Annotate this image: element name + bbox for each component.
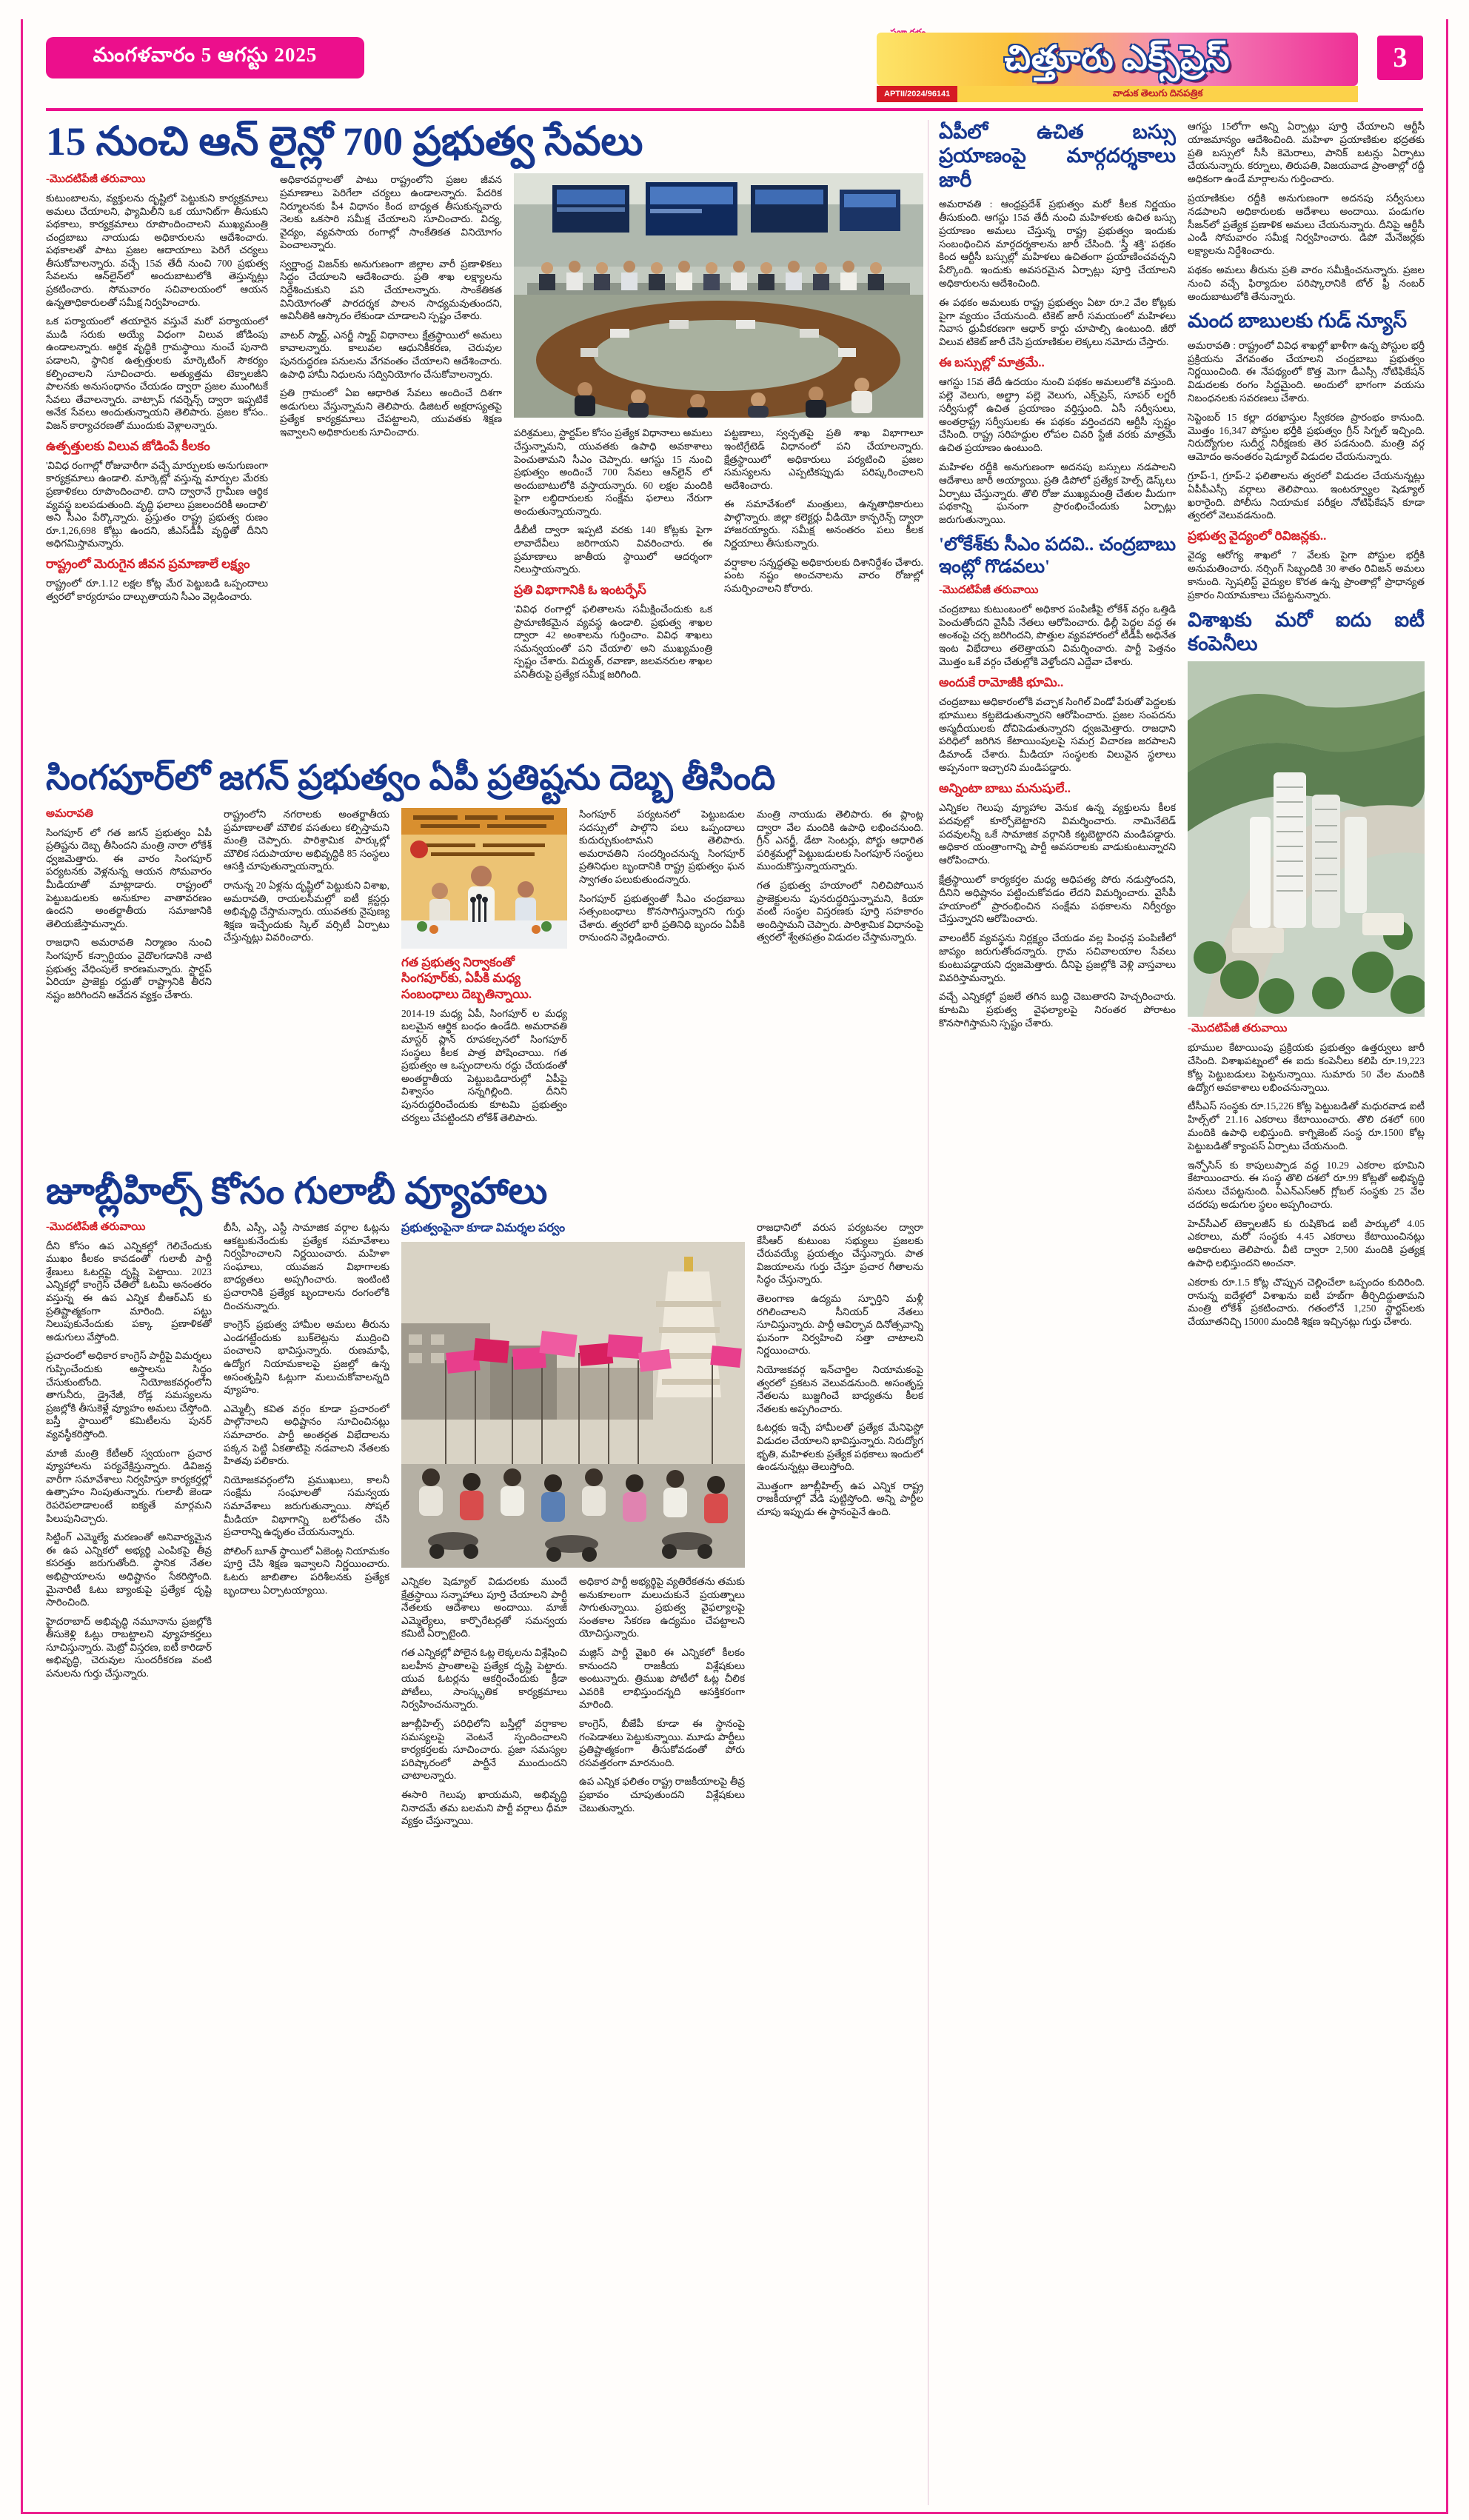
article2-col4 bbox=[579, 808, 745, 1156]
body-paragraph: డీబీటీ ద్వారా ఇప్పటి వరకు 140 కోట్లకు పైగా లావాదేవీలు జరిగాయని వివరించారు. ఈ ప్రమాణాలు జాతీయ స్థాయిలో ఆదర్శంగా నిలుస్తాయన్నారు. bbox=[514, 524, 712, 575]
body-paragraph: స్వర్ణాంధ్ర విజన్‌కు అనుగుణంగా జిల్లాల వారీ ప్రణాళికలు సిద్ధం చేయాలని ఆదేశించారు. ప్రతి శాఖ లక్ష్యాలను నిర్దేశించుకుని పని చేయాలన్నారు. సాంకేతికత వినియోగంతో పారదర్శక పాలన సాధ్యమవుతుందని, అవినీతికి ఆస్కారం లేకుండా చూడాలని స్పష్టం చేశారు. bbox=[280, 258, 502, 322]
body-paragraph: హెచ్‌సీఎల్ టెక్నాలజీస్ కు రుషికొండ ఐటీ పార్కులో 4.05 ఎకరాలు, మరో సంస్థకు 4.45 ఎకరాలు కేటాయించినట్లు అధికారులు తెలిపారు. వీటి ద్వారా 2,500 మందికి ప్రత్యక్ష ఉపాధి లభిస్తుందని అంచనా. bbox=[1188, 1217, 1425, 1269]
body-paragraph: 2014-19 మధ్య ఏపీ, సింగపూర్ ల మధ్య బలమైన ఆర్థిక బంధం ఉండేది. అమరావతి మాస్టర్ ప్లాన్ రూపకల్పనలో సింగపూర్ సంస్థలు కీలక పాత్ర పోషించాయి. గత ప్రభుత్వం ఆ ఒప్పందాలను రద్దు చేయడంతో అంతర్జాతీయ పెట్టుబడిదారుల్లో ఏపీపై విశ్వాసం సన్నగిల్లింది. దీనిని పునరుద్ధరించేందుకు కూటమి ప్రభుత్వం చర్యలు చేపట్టిందని లోకేశ్ తెలిపారు. bbox=[401, 1007, 567, 1123]
body-paragraph: రానున్న 20 ఏళ్లను దృష్టిలో పెట్టుకుని విశాఖ, అమరావతి, రాయలసీమల్లో ఐటీ క్లస్టర్లు అభివృద్ధి చేస్తామన్నారు. యువతకు నైపుణ్య శిక్షణ ఇచ్చేందుకు స్కిల్ వర్సిటీ ఏర్పాటు చేస్తున్నట్లు వివరించారు. bbox=[224, 880, 389, 943]
vizag-aerial-photo bbox=[1188, 661, 1425, 1017]
vizag-article-headline: విశాఖకు మరో ఐదు ఐటీ కంపెనీలు bbox=[1188, 608, 1425, 655]
sidebar-col2 bbox=[1188, 120, 1425, 2508]
body-paragraph: ఎమ్మెల్సీ కవిత వర్గం కూడా ప్రచారంలో పాల్గొనాలని అధిష్టానం సూచించినట్లు సమాచారం. పార్టీ అంతర్గత విభేదాలను పక్కన పెట్టి ఏకతాటిపై నడవాలని నేతలకు హితవు పలికారు. bbox=[224, 1403, 389, 1467]
sidebar-col1 bbox=[939, 120, 1176, 2508]
body-paragraph: కాంగ్రెస్, బీజేపీ కూడా ఈ స్థానంపై గంపెడాశలు పెట్టుకున్నాయి. మూడు పార్టీలు ప్రతిష్టాత్మకంగా తీసుకోవడంతో పోరు రసవత్తరంగా మారనుంది. bbox=[579, 1718, 745, 1768]
body-paragraph: చంద్రబాబు అధికారంలోకి వచ్చాక సింగిల్ విండో పేరుతో పెద్దలకు భూములు కట్టబెడుతున్నారని ఆరోపించారు. ప్రజల సంపదను అస్మదీయులకు దోచిపెడుతున్నారని ధ్వజమెత్తారు. రాజధాని పరిధిలో జరిగిన కేటాయింపులపై సమగ్ర విచారణ జరపాలని డిమాండ్ చేశారు. మీడియా సంస్థలకు విలువైన స్థలాలు అప్పనంగా ఇచ్చారని మండిపడ్డారు. bbox=[939, 695, 1176, 773]
page-border-bottom bbox=[21, 2512, 1448, 2514]
lokesh-subhead-1: అందుకే రామోజీకి భూమి.. bbox=[939, 675, 1064, 689]
lokesh-article-headline: 'లోకేశ్‌కు సీఎం పదవి.. చంద్రబాబు ఇంట్లో గొడవలు' bbox=[939, 534, 1176, 577]
body-paragraph: అమరావతి : రాష్ట్రంలో వివిధ శాఖల్లో ఖాళీగా ఉన్న పోస్టుల భర్తీ ప్రక్రియను వేగవంతం చేయాలని చంద్రబాబు ప్రభుత్వం నిర్ణయించింది. ఈ నేపథ్యంలో కొత్త మెగా డీఎస్సీ నోటిఫికేషన్ విడుదలకు రంగం సిద్ధమైంది. అందులో భాగంగా వయసు నిబంధనలకు సవరణలు చేశారు. bbox=[1188, 339, 1425, 404]
body-paragraph: రాజధానిలో వరుస పర్యటనల ద్వారా కేసీఆర్ కుటుంబ సభ్యులు ప్రజలకు చేరువయ్యే ప్రయత్నం చేస్తున్నారు. పాత విజయాలను గుర్తు చేస్తూ ప్రచార గీతాలను సిద్ధం చేస్తున్నారు. bbox=[757, 1222, 923, 1286]
body-paragraph: హైదరాబాద్ అభివృద్ధి నమూనాను ప్రజల్లోకి తీసుకెళ్లి ఓట్లు రాబట్టాలని వ్యూహకర్తలు సూచిస్తున్నారు. మెట్రో విస్తరణ, ఐటీ కారిడార్ అభివృద్ధి, చెరువుల సుందరీకరణ వంటి పనులను గుర్తు చేస్తున్నారు. bbox=[46, 1615, 212, 1680]
press-conference-photo bbox=[401, 808, 567, 949]
article3-col3 bbox=[401, 1575, 567, 2464]
body-paragraph: చంద్రబాబు కుటుంబంలో అధికార పంపిణీపై లోకేశ్ వర్గం ఒత్తిడి పెంచుతోందని వైసీపీ నేతలు ఆరోపించారు. ఢిల్లీ పెద్దల వద్ద ఈ అంశంపై చర్చ జరిగిందని, పొత్తుల వ్యవహారంలో టీడీపీ అధినేత ఇంట విభేదాలు తలెత్తాయని విమర్శించారు. పార్టీ పెత్తనం మొత్తం ఒకే వర్గం చేతుల్లోకి వెళ్తోందని ఎద్దేవా చేశారు. bbox=[939, 603, 1176, 667]
article2-red-subhead: గత ప్రభుత్వ నిర్వాకంతో సింగపూర్‌కు, ఏపీకి మధ్య సంబంధాలు దెబ్బతిన్నాయి. bbox=[401, 955, 532, 1001]
article3-col1 bbox=[46, 1221, 212, 2473]
body-paragraph: అధికారవర్గాలతో పాటు రాష్ట్రంలోని ప్రజల జీవన ప్రమాణాలు పెరిగేలా చర్యలు ఉండాలన్నారు. పేదరిక నిర్మూలనకు పీ4 విధానం కింద బాధ్యత తీసుకున్నవారు నెలకు ఒకసారి సమీక్ష చేయాలని సూచించారు. విద్య, వైద్యం, వ్యవసాయ రంగాల్లో సాంకేతికత వినియోగం పెంచాలన్నారు. bbox=[280, 174, 502, 251]
body-paragraph: పట్టణాలు, స్వచ్ఛతపై ప్రతి శాఖ విభాగాలూ ఇంటిగ్రేటెడ్ విధానంలో పని చేయాలన్నారు. క్షేత్రస్థాయిలో అధికారులు పర్యటించి ప్రజల సమస్యలను ఎప్పటికప్పుడు పరిష్కరించాలని ఆదేశించారు. bbox=[724, 427, 923, 491]
body-paragraph: ప్రయాణికుల రద్దీకి అనుగుణంగా అదనపు సర్వీసులు నడపాలని అధికారులకు ఆదేశాలు అందాయి. పండుగల సీజన్‌లో ప్రత్యేక ప్రణాళిక అమలు చేయనున్నారు. దీనిపై ఆర్టీసీ ఎండీ సోమవారం సమీక్ష నిర్వహించారు. డిపో మేనేజర్లకు లక్ష్యాలను నిర్దేశించారు. bbox=[1188, 192, 1425, 257]
body-paragraph: కాంగ్రెస్ ప్రభుత్వ హామీల అమలు తీరును ఎండగట్టేందుకు బుక్‌లెట్లను ముద్రించి పంచాలని భావిస్తున్నారు. రుణమాఫీ, ఉద్యోగ నియామకాలపై ప్రజల్లో ఉన్న అసంతృప్తిని ఓట్లుగా మలుచుకోవాలన్నది వ్యూహం. bbox=[224, 1319, 389, 1396]
body-paragraph: ఇన్ఫోసిస్ కు కాపులుప్పాడ వద్ద 10.29 ఎకరాల భూమిని కేటాయించారు. ఈ సంస్థ తొలి దశలో రూ.99 కోట్లతో అభివృద్ధి పనులు చేపట్టనుంది. ఏఎన్ఎస్ఆర్ గ్లోబల్ సంస్థకు 25 వేల చదరపు అడుగుల స్థలం అప్పగించారు. bbox=[1188, 1159, 1425, 1210]
body-paragraph: మజ్లిస్ పార్టీ వైఖరి ఈ ఎన్నికలో కీలకం కానుందని రాజకీయ విశ్లేషకులు అంటున్నారు. త్రిముఖ పోటీలో ఓట్ల చీలిక ఎవరికి లాభిస్తుందన్నది ఆసక్తికరంగా మారింది. bbox=[579, 1647, 745, 1711]
body-paragraph: వచ్చే ఎన్నికల్లో ప్రజలే తగిన బుద్ధి చెబుతారని హెచ్చరించారు. కూటమి ప్రభుత్వ వైఫల్యాలపై నిరంతర పోరాటం కొనసాగిస్తామని స్పష్టం చేశారు. bbox=[939, 991, 1176, 1029]
article1-headline: 15 నుంచి ఆన్ లైన్లో 700 ప్రభుత్వ సేవలు bbox=[46, 119, 643, 164]
date-banner: మంగళవారం 5 ఆగస్టు 2025 bbox=[46, 37, 364, 78]
article1-subhead-3: ప్రతి విభాగానికి ఓ ఇంటర్ఫేస్ bbox=[514, 582, 646, 597]
article3-dateline: -మొదటిపేజీ తరువాయి bbox=[46, 1221, 146, 1234]
article1-col3 bbox=[514, 427, 712, 743]
body-paragraph: క్షేత్రస్థాయిలో కార్యకర్తల మధ్య ఆధిపత్య పోరు నడుస్తోందని, దీనిని అధిష్టానం పట్టించుకోవడం లేదని విమర్శించారు. వైసీపీ హయాంలో ప్రారంభించిన సంక్షేమ పథకాలను నిర్వీర్యం చేస్తున్నారని ఆరోపించారు. bbox=[939, 874, 1176, 925]
lokesh-subhead-2: అన్నింటా బాబు మనుషులే.. bbox=[939, 781, 1071, 795]
body-paragraph: గత ప్రభుత్వ హయాంలో నిలిచిపోయిన ప్రాజెక్టులను పునరుద్ధరిస్తున్నామని, కియా వంటి సంస్థల విస్తరణకు పూర్తి సహకారం అందిస్తామని చెప్పారు. పారిశ్రామిక విధానంపై త్వరలో శ్వేతపత్రం విడుదల చేస్తామన్నారు. bbox=[757, 880, 923, 943]
article-online-services bbox=[46, 120, 923, 745]
masthead-title: చిత్తూరు ఎక్స్‌ప్రెస్ bbox=[1004, 39, 1231, 77]
body-paragraph: ఎకరాకు రూ.1.5 కోట్ల చొప్పున చెల్లించేలా ఒప్పందం కుదిరింది. రానున్న ఐదేళ్లలో విశాఖను ఐటీ హబ్‌గా తీర్చిదిద్దుతామని మంత్రి లోకేశ్ ప్రకటించారు. గతంలోనే 1,250 స్టార్టప్‌లకు చేయూతనిచ్చి 15000 మందికి శిక్షణ ఇచ్చినట్లు గుర్తు చేశారు. bbox=[1188, 1276, 1425, 1328]
article3-col5 bbox=[757, 1221, 923, 2473]
body-paragraph: తెలంగాణ ఉద్యమ స్ఫూర్తిని మళ్లీ రగిలించాలని సీనియర్ నేతలు సూచిస్తున్నారు. పార్టీ ఆవిర్భావ దినోత్సవాన్ని ఘనంగా నిర్వహించి సత్తా చాటాలని నిర్ణయించారు. bbox=[757, 1293, 923, 1357]
article3-kicker: ప్రభుత్వంపైనా కూడా విమర్శల పర్వం bbox=[401, 1222, 566, 1235]
body-paragraph: అమరావతి : ఆంధ్రప్రదేశ్ ప్రభుత్వం మరో కీలక నిర్ణయం తీసుకుంది. ఆగస్టు 15వ తేదీ నుంచి మహిళలకు ఉచిత బస్సు ప్రయాణం అమలు చేస్తున్న రాష్ట్ర ప్రభుత్వం ఇందుకు సంబంధించిన మార్గదర్శకాలను జారీ చేసింది. 'స్త్రీ శక్తి' పథకం కింద ఆర్టీసీ బస్సుల్లో మహిళలు ఉచితంగా ప్రయాణించవచ్చని పేర్కొంది. ఇందుకు అవసరమైన ఏర్పాట్లు పూర్తి చేయాలని అధికారులను ఆదేశించింది. bbox=[939, 198, 1176, 289]
jobs-article-headline: మంద బాబులకు గుడ్ న్యూస్ bbox=[1188, 310, 1408, 332]
body-paragraph: నియోజకవర్గంలోని ప్రముఖులు, కాలనీ సంక్షేమ సంఘాలతో సమన్వయ సమావేశాలు జరుగుతున్నాయి. సోషల్ మీడియా విభాగాన్ని బలోపేతం చేసి ప్రచారాన్ని ఉధృతం చేయనున్నారు. bbox=[224, 1474, 389, 1538]
body-paragraph: మాజీ మంత్రి కేటీఆర్ స్వయంగా ప్రచార వ్యూహాలను పర్యవేక్షిస్తున్నారు. డివిజన్ల వారీగా సమావేశాలు నిర్వహిస్తూ కార్యకర్తల్లో ఉత్సాహం నింపుతున్నారు. గులాబీ జెండా రెపరెపలాడాలంటే ఐక్యతే మార్గమని పిలుపునిచ్చారు. bbox=[46, 1447, 212, 1524]
body-paragraph: గ్రూప్-1, గ్రూప్-2 ఫలితాలను త్వరలో విడుదల చేయనున్నట్లు ఏపీపీఎస్సీ వర్గాలు తెలిపాయి. ఇంటర్వ్యూల షెడ్యూల్ ఖరారైంది. పోలీసు నియామక పరీక్షల నోటిఫికేషన్ కూడా త్వరలో వెలువడనుంది. bbox=[1188, 469, 1425, 521]
body-paragraph: ఎన్నికల షెడ్యూల్ విడుదలకు ముందే క్షేత్రస్థాయి సన్నాహాలు పూర్తి చేయాలని పార్టీ నేతలకు ఆదేశాలు అందాయి. మాజీ ఎమ్మెల్యేలు, కార్పొరేటర్లతో సమన్వయ కమిటీ ఏర్పాటైంది. bbox=[401, 1576, 567, 1640]
article3-col4 bbox=[579, 1575, 745, 2464]
lokesh-article-dateline: -మొదటిపేజీ తరువాయి bbox=[939, 584, 1039, 596]
body-paragraph: రాష్ట్రంలో రూ.1.12 లక్షల కోట్ల మేర పెట్టుబడి ఒప్పందాలు త్వరలో కార్యరూపం దాల్చుతాయని సీఎం వెల్లడించారు. bbox=[46, 578, 268, 602]
article1-col4 bbox=[724, 427, 923, 743]
bus-article-subhead: ఈ బస్సుల్లో మాత్రమే.. bbox=[939, 355, 1045, 370]
body-paragraph: ఓటర్లకు ఇచ్చే హామీలతో ప్రత్యేక మేనిఫెస్టో విడుదల చేయాలని భావిస్తున్నారు. నిరుద్యోగ భృతి, మహిళలకు ప్రత్యేక పథకాలు ఇందులో ఉండనున్నట్లు తెలుస్తోంది. bbox=[757, 1422, 923, 1473]
article1-col2 bbox=[280, 173, 502, 745]
body-paragraph: సింగపూర్ లో గత జగన్ ప్రభుత్వం ఏపీ ప్రతిష్టను దెబ్బ తీసిందని మంత్రి నారా లోకేశ్ ధ్వజమెత్తారు. ఈ వారం సింగపూర్ పర్యటనకు వెళ్లనున్న ఆయన సోమవారం మీడియాతో మాట్లాడారు. రాష్ట్రంలో పెట్టుబడులకు అనుకూల వాతావరణం ఉందని అంతర్జాతీయ సమాజానికి తెలియజేస్తామన్నారు. bbox=[46, 826, 212, 929]
body-paragraph: మొత్తంగా జూబ్లీహిల్స్ ఉప ఎన్నిక రాష్ట్ర రాజకీయాల్లో వేడి పుట్టిస్తోంది. అన్ని పార్టీల చూపు ఇప్పుడు ఈ స్థానంపైనే ఉంది. bbox=[757, 1480, 923, 1517]
body-paragraph: దీని కోసం ఉప ఎన్నికల్లో గెలిచేందుకు ముఖం కీలకం కావడంతో గులాబీ పార్టీ శ్రేణులు ఓటర్లపై దృష్టి పెట్టాయి. 2023 ఎన్నికల్లో కాంగ్రెస్ చేతిలో ఓటమి అనంతరం వస్తున్న ఈ ఉప ఎన్నిక బీఆర్ఎస్ కు ప్రతిష్టాత్మకంగా మారింది. పట్టు నిలుపుకునేందుకు పక్కా ప్రణాళికతో అడుగులు వేస్తోంది. bbox=[46, 1240, 212, 1343]
body-paragraph: అధికార పార్టీ అభ్యర్థిపై వ్యతిరేకతను తమకు అనుకూలంగా మలుచుకునే ప్రయత్నాలు సాగుతున్నాయి. ప్రభుత్వ వైఫల్యాలపై సంతకాల సేకరణ ఉద్యమం చేపట్టాలని యోచిస్తున్నారు. bbox=[579, 1576, 745, 1640]
body-paragraph: ఈ పథకం అమలుకు రాష్ట్ర ప్రభుత్వం ఏటా రూ.2 వేల కోట్లకు పైగా వ్యయం చేయనుంది. టికెట్ జారీ సమయంలో మహిళలు నివాస ధ్రువీకరణగా ఆధార్ కార్డు చూపాల్సి ఉంటుంది. జీరో విలువ టికెట్ జారీ చేసి ప్రయాణికుల లెక్కలు నమోదు చేస్తారు. bbox=[939, 296, 1176, 348]
body-paragraph: వాలంటీర్ వ్యవస్థను నిర్లక్ష్యం చేయడం వల్ల పింఛన్ల పంపిణీలో జాప్యం జరుగుతోందన్నారు. గ్రామ సచివాలయాల సేవలు కుంటుపడ్డాయని ధ్వజమెత్తారు. దీనిపై ప్రజల్లోకి వెళ్లి వాస్తవాలు వివరిస్తామన్నారు. bbox=[939, 932, 1176, 983]
body-paragraph: టీసీఎస్ సంస్థకు రూ.15,226 కోట్ల పెట్టుబడితో మధురవాడ ఐటీ హిల్స్‌లో 21.16 ఎకరాలు కేటాయించారు. తొలి దశలో 600 మందికి ఉపాధి లభిస్తుంది. కాగ్నిజెంట్ సంస్థ రూ.1500 కోట్ల పెట్టుబడితో క్యాంపస్ ఏర్పాటు చేయనుంది. bbox=[1188, 1100, 1425, 1152]
body-paragraph: సెప్టెంబర్ 15 కల్లా దరఖాస్తుల స్వీకరణ ప్రారంభం కానుంది. మొత్తం 16,347 పోస్టుల భర్తీకి ప్రభుత్వం గ్రీన్ సిగ్నల్ ఇచ్చింది. నిరుద్యోగుల సుదీర్ఘ నిరీక్షణకు తెర పడనుంది. మంత్రి వర్గ ఆమోదం అనంతరం షెడ్యూల్ విడుదల చేయనున్నారు. bbox=[1188, 411, 1425, 463]
body-paragraph: కుటుంబాలను, వ్యక్తులను దృష్టిలో పెట్టుకుని కార్యక్రమాలు అమలు చేయాలని, ఫ్యామిలీని ఒక యూనిట్‌గా తీసుకుని పథకాలు, కార్యక్రమాలు రూపొందించాలని ముఖ్యమంత్రి చంద్రబాబు నాయుడు అధికారులను ఆదేశించారు. పథకాలతో పాటు ప్రజల ఆదాయాలు పెరిగే చర్యలు తీసుకోవాలన్నారు. వచ్చే 15వ తేదీ నుంచి 700 ప్రభుత్వ సేవలను ఆన్‌లైన్‌లో అందుబాటులోకి తెస్తున్నట్లు ప్రకటించారు. సోమవారం సచివాలయంలో ఆయన ఉన్నతాధికారులతో సమీక్ష నిర్వహించారు. bbox=[46, 192, 268, 308]
body-paragraph: 'వివిధ రంగాల్లో ఫలితాలను సమీక్షించేందుకు ఒక ప్రామాణికమైన వ్యవస్థ ఉండాలి. ప్రభుత్వ శాఖల ద్వారా 42 అంశాలను గుర్తించాం. వివిధ శాఖలు సమన్వయంతో పని చేయాలి' అని ముఖ్యమంత్రి స్పష్టం చేశారు. విద్యుత్, రవాణా, జలవనరుల శాఖల పనితీరుపై ప్రత్యేక సమీక్ష జరిగింది. bbox=[514, 604, 712, 681]
article1-col1 bbox=[46, 173, 268, 745]
body-paragraph: రాష్ట్రంలోని నగరాలకు అంతర్జాతీయ ప్రమాణాలతో మౌలిక వసతులు కల్పిస్తామని మంత్రి చెప్పారు. పారిశ్రామిక పార్కుల్లో మౌలిక సదుపాయాల అభివృద్ధికి 85 సంస్థలు ఆసక్తి చూపుతున్నాయన్నారు. bbox=[224, 809, 389, 872]
page-number: 3 bbox=[1377, 36, 1423, 80]
masthead-tagline: వాడుక తెలుగు దినపత్రిక bbox=[957, 86, 1358, 102]
article2-mid-stack bbox=[401, 808, 567, 1156]
article2-col2 bbox=[224, 808, 389, 1156]
page-header bbox=[46, 27, 1423, 101]
body-paragraph: సింగపూర్ పర్యటనలో పెట్టుబడుల సదస్సులో పాల్గొని పలు ఒప్పందాలు కుదుర్చుకుంటామని తెలిపారు. అమరావతిని సందర్శించనున్న సింగపూర్ ప్రతినిధుల బృందానికి రాష్ట్ర ప్రభుత్వం ఘన స్వాగతం పలుకుతుందన్నారు. bbox=[579, 809, 745, 886]
article-singapore bbox=[46, 760, 923, 1156]
jobs-article-subhead: ప్రభుత్వ వైద్యంలో రివిజన్లకు.. bbox=[1188, 529, 1327, 544]
vizag-article-dateline: -మొదటిపేజీ తరువాయి bbox=[1188, 1023, 1288, 1035]
article1-right-stack bbox=[514, 173, 923, 745]
article-jubileehills bbox=[46, 1171, 923, 2473]
body-paragraph: సిట్టింగ్ ఎమ్మెల్యే మరణంతో అనివార్యమైన ఈ ఉప ఎన్నికలో అభ్యర్థి ఎంపికపై తీవ్ర కసరత్తు జరుగుతోంది. స్థానిక నేతల అభిప్రాయాలను అధిష్టానం సేకరిస్తోంది. మైనారిటీ ఓటు బ్యాంకుపై ప్రత్యేక దృష్టి సారించింది. bbox=[46, 1531, 212, 1608]
body-paragraph: వాటర్ స్మార్ట్, ఎనర్జీ స్మార్ట్ విధానాలు క్షేత్రస్థాయిలో అమలు కావాలన్నారు. కాలువల ఆధునికీకరణ, చెరువుల పునరుద్ధరణ పనులను వేగవంతం చేయాలని ఆదేశించారు. ఉపాధి హామీ నిధులను సద్వినియోగం చేసుకోవాలన్నారు. bbox=[280, 329, 502, 380]
body-paragraph: ఆగస్టు 15లోగా అన్ని ఏర్పాట్లు పూర్తి చేయాలని ఆర్టీసీ యాజమాన్యం ఆదేశించింది. మహిళా ప్రయాణికుల భద్రతకు ప్రతి బస్సులో సీసీ కెమెరాలు, పానిక్ బటన్లు ఏర్పాటు చేయనున్నారు. కర్నూలు, తిరుపతి, విజయవాడ ప్రాంతాల్లో రద్దీ అధికంగా ఉండే మార్గాలను గుర్తించారు. bbox=[1188, 121, 1425, 185]
brs-rally-photo bbox=[401, 1242, 745, 1568]
article3-headline: జూబ్లీహిల్స్ కోసం గులాబీ వ్యూహాలు bbox=[46, 1170, 548, 1212]
article3-mid-stack bbox=[401, 1221, 745, 2473]
body-paragraph: నియోజకవర్గ ఇన్‌చార్జిల నియామకంపై త్వరలో ప్రకటన వెలువడనుంది. అసంతృప్త నేతలను బుజ్జగించే బాధ్యతను కీలక నేతలకు అప్పగించారు. bbox=[757, 1364, 923, 1414]
body-paragraph: ఉప ఎన్నిక ఫలితం రాష్ట్ర రాజకీయాలపై తీవ్ర ప్రభావం చూపుతుందని విశ్లేషకులు చెబుతున్నారు. bbox=[579, 1776, 745, 1814]
masthead-registration: APTII/2024/96141 bbox=[877, 86, 957, 102]
body-paragraph: మంత్రి నాయుడు తెలిపారు. ఈ ప్లాంట్ల ద్వారా వేల మందికి ఉపాధి లభించనుంది. గ్రీన్ ఎనర్జీ, డేటా సెంటర్లు, పోర్టు ఆధారిత పరిశ్రమల్లో పెట్టుబడులకు సింగపూర్ సంస్థలు ముందుకొస్తున్నాయన్నారు. bbox=[757, 809, 923, 872]
body-paragraph: 'వివిధ రంగాల్లో రోజువారీగా వచ్చే మార్పులకు అనుగుణంగా కార్యక్రమాలు ఉండాలి. మార్కెట్లో వస్తున్న మార్పుల మేరకు ప్రణాళికలు రూపొందించాలి. దాని ద్వారానే గ్రామీణ ఆర్థిక వ్యవస్థ బలపడుతుంది. వృద్ధి ఫలాలు ప్రజలందరికీ అందాలి' అని సీఎం పేర్కొన్నారు. ప్రస్తుతం రాష్ట్ర ప్రభుత్వ రుణం రూ.1,26,698 కోట్లు ఉందని, జీఎస్‌డీపీ వృద్ధితో దీనిని అధిగమిస్తామన్నారు. bbox=[46, 459, 268, 549]
body-paragraph: ఈ సమావేశంలో మంత్రులు, ఉన్నతాధికారులు పాల్గొన్నారు. జిల్లా కలెక్టర్లు వీడియో కాన్ఫరెన్స్ ద్వారా హాజరయ్యారు. సమీక్ష అనంతరం పలు కీలక నిర్ణయాలు తీసుకున్నారు. bbox=[724, 498, 923, 549]
sidebar bbox=[939, 120, 1425, 2508]
body-paragraph: ప్రచారంలో అధికార కాంగ్రెస్ పార్టీపై విమర్శలు గుప్పించేందుకు అస్త్రాలను సిద్ధం చేసుకుంటోంది. నియోజకవర్గంలోని తాగునీరు, డ్రైనేజీ, రోడ్ల సమస్యలను ప్రజల్లోకి తీసుకెళ్లే వ్యూహం అమలు చేస్తోంది. బస్తీ స్థాయిలో కమిటీలను పునర్ వ్యవస్థీకరిస్తోంది. bbox=[46, 1350, 212, 1440]
body-paragraph: రాజధాని అమరావతి నిర్మాణం నుంచి సింగపూర్ కన్సార్టియం వైదొలగడానికి నాటి ప్రభుత్వ వేధింపులే కారణమన్నారు. స్టార్టప్ ఏరియా ప్రాజెక్టు రద్దుతో రాష్ట్రానికి తీరని నష్టం జరిగిందని ఆవేదన వ్యక్తం చేశారు. bbox=[46, 937, 212, 1000]
masthead bbox=[877, 27, 1358, 104]
article2-mid-text bbox=[401, 1007, 567, 1155]
body-paragraph: మహిళల రద్దీకి అనుగుణంగా అదనపు బస్సులు నడపాలని ఆదేశాలు జారీ అయ్యాయి. ప్రతి డిపోలో ప్రత్యేక హెల్ప్ డెస్క్‌లు ఏర్పాటు చేస్తున్నారు. తొలి రోజు ముఖ్యమంత్రి చేతుల మీదుగా పథకాన్ని ఘనంగా ప్రారంభించేందుకు ఏర్పాట్లు జరుగుతున్నాయి. bbox=[939, 461, 1176, 526]
article3-col2 bbox=[224, 1221, 389, 2473]
article2-col1 bbox=[46, 808, 212, 1156]
body-paragraph: జూబ్లీహిల్స్ పరిధిలోని బస్తీల్లో వర్షాకాల సమస్యలపై వెంటనే స్పందించాలని కార్యకర్తలకు సూచించారు. ప్రజా సమస్యల పరిష్కారంలో పార్టీనే ముందుందని చాటాలన్నారు. bbox=[401, 1718, 567, 1782]
cabinet-meeting-photo bbox=[514, 173, 923, 418]
body-paragraph: ఒక పర్యాయంలో తయారైన వస్తువే మరో పర్యాయంలో ముడి సరుకు అయ్యే విధంగా విలువ జోడింపు ఉండాలన్నారు. ఆర్థిక వృద్ధికి గ్రామస్థాయి నుంచే పునాది పడాలని, స్థానిక ఉత్పత్తులకు మార్కెటింగ్ సౌకర్యం కల్పించాలని సూచించారు. అత్యుత్తమ టెక్నాలజీని పాలనకు అనుసంధానం చేయడం ద్వారా ప్రజల ముంగిటకే సేవలు తేవాలన్నారు. వాట్సాప్ గవర్నెన్స్ ద్వారా ఇప్పటికే అనేక సేవలు అందుతున్నాయని తెలిపారు. ప్రజల కోసం.. విజన్ కార్యాచరణతో ముందుకు వెళ్లాలన్నారు. bbox=[46, 315, 268, 431]
page-border-left bbox=[21, 19, 23, 2513]
body-paragraph: ఎన్నికల గెలుపు వ్యూహాల వెనుక ఉన్న వ్యక్తులను కీలక పదవుల్లో కూర్చోబెట్టారని విమర్శించారు. నామినేటెడ్ పదవులన్నీ ఒకే సామాజిక వర్గానికి కట్టబెట్టారని మండిపడ్డారు. అధికార యంత్రాంగాన్ని పార్టీ అవసరాలకు వాడుకుంటున్నారని ఆరోపించారు. bbox=[939, 802, 1176, 866]
body-paragraph: బీసీ, ఎస్సీ, ఎస్టీ సామాజిక వర్గాల ఓట్లను ఆకట్టుకునేందుకు ప్రత్యేక సమావేశాలు నిర్వహించాలని నిర్ణయించారు. మహిళా సంఘాలు, యువజన విభాగాలకు బాధ్యతలు అప్పగించారు. ఇంటింటి ప్రచారానికి ప్రత్యేక బృందాలను రంగంలోకి దించనున్నారు. bbox=[224, 1222, 389, 1311]
masthead-strip bbox=[877, 86, 1358, 102]
main-articles bbox=[46, 120, 923, 2487]
page-border-right bbox=[1446, 19, 1448, 2513]
body-paragraph: వర్షాకాల సన్నద్ధతపై అధికారులకు దిశానిర్దేశం చేశారు. పంట నష్టం అంచనాలను వారం రోజుల్లో సమర్పించాలని కోరారు. bbox=[724, 556, 923, 594]
body-paragraph: గత ఎన్నికల్లో పోలైన ఓట్ల లెక్కలను విశ్లేషించి బలహీన ప్రాంతాలపై ప్రత్యేక దృష్టి పెట్టారు. యువ ఓటర్లను ఆకర్షించేందుకు క్రీడా పోటీలు, సాంస్కృతిక కార్యక్రమాలు నిర్వహించనున్నారు. bbox=[401, 1647, 567, 1711]
header-rule bbox=[46, 108, 1423, 111]
body-paragraph: వైద్య ఆరోగ్య శాఖలో 7 వేలకు పైగా పోస్టుల భర్తీకి అనుమతించారు. నర్సింగ్ సిబ్బందికి 30 శాతం రివిజన్ అమలు కానుంది. స్పెషలిస్ట్ వైద్యుల కొరత ఉన్న ప్రాంతాల్లో ప్రాధాన్యత ప్రకారం నియామకాలు చేపట్టనున్నారు. bbox=[1188, 549, 1425, 601]
body-paragraph: పథకం అమలు తీరును ప్రతి వారం సమీక్షించనున్నారు. ప్రజల నుంచి వచ్చే ఫిర్యాదుల పరిష్కారానికి టోల్ ఫ్రీ నంబర్ అందుబాటులోకి తేనున్నారు. bbox=[1188, 264, 1425, 302]
body-paragraph: ఈసారి గెలుపు ఖాయమని, అభివృద్ధి నినాదమే తమ బలమని పార్టీ వర్గాలు ధీమా వ్యక్తం చేస్తున్నాయి. bbox=[401, 1788, 567, 1827]
article2-headline: సింగపూర్‌లో జగన్ ప్రభుత్వం ఏపీ ప్రతిష్టను దెబ్బ తీసింది bbox=[46, 759, 776, 798]
body-paragraph: పరిశ్రమలు, స్టార్టప్‌ల కోసం ప్రత్యేక విధానాలు అమలు చేస్తున్నామని, యువతకు ఉపాధి అవకాశాలు పెంచుతామని సీఎం చెప్పారు. ఆగస్టు 15 నుంచి ప్రభుత్వం అందించే 700 సేవలు ఆన్‌లైన్ లో అందుబాటులోకి వస్తాయన్నారు. 60 లక్షల మందికి పైగా లబ్ధిదారులకు సంక్షేమ ఫలాలు నేరుగా అందుతున్నాయన్నారు. bbox=[514, 427, 712, 517]
body-paragraph: ప్రతి గ్రామంలో ఏఐ ఆధారిత సేవలు అందించే దిశగా అడుగులు వేస్తున్నామని తెలిపారు. డిజిటల్ అక్షరాస్యతపై ప్రత్యేక కార్యక్రమాలు చేపట్టాలని, యువతకు శిక్షణ ఇవ్వాలని అధికారులకు సూచించారు. bbox=[280, 387, 502, 438]
body-paragraph: భూముల కేటాయింపు ప్రక్రియకు ప్రభుత్వం ఉత్తర్వులు జారీ చేసింది. విశాఖపట్నంలో ఈ ఐదు కంపెనీలు కలిపి రూ.19,223 కోట్ల పెట్టుబడులు పెట్టనున్నాయి. సుమారు 50 వేల మందికి ఉద్యోగ అవకాశాలు లభించనున్నాయి. bbox=[1188, 1042, 1425, 1093]
body-paragraph: సింగపూర్ ప్రభుత్వంతో సీఎం చంద్రబాబు సత్సంబంధాలు కొనసాగిస్తున్నారని గుర్తు చేశారు. త్వరలో భారీ ప్రతినిధి బృందం ఏపీకి రానుందని వెల్లడించారు. bbox=[579, 892, 745, 943]
article1-dateline: -మొదటిపేజీ తరువాయి bbox=[46, 173, 146, 186]
body-paragraph: పోలింగ్ బూత్ స్థాయిలో ఏజెంట్ల నియామకం పూర్తి చేసి శిక్షణ ఇవ్వాలని నిర్ణయించారు. ఓటరు జాబితాల పరిశీలనకు ప్రత్యేక బృందాలు ఏర్పాటయ్యాయి. bbox=[224, 1545, 389, 1596]
article2-col5 bbox=[757, 808, 923, 1156]
article2-dateline: అమరావతి bbox=[46, 808, 93, 820]
bus-article-headline: ఏపీలో ఉచిత బస్సు ప్రయాణంపై మార్గదర్శకాలు జారీ bbox=[939, 121, 1176, 191]
article1-subhead-1: ఉత్పత్తులకు విలువ జోడింపే కీలకం bbox=[46, 438, 210, 453]
body-paragraph: ఆగస్టు 15వ తేదీ ఉదయం నుంచి పథకం అమలులోకి వస్తుంది. పల్లె వెలుగు, అల్ట్రా పల్లె వెలుగు, ఎక్స్‌ప్రెస్, సూపర్ లగ్జరీ సర్వీసుల్లో ఉచిత ప్రయాణం వర్తిస్తుంది. ఏసీ సర్వీసులు, అంతర్రాష్ట్ర సర్వీసులకు ఈ పథకం వర్తించదని ఆర్టీసీ స్పష్టం చేసింది. రాష్ట్ర సరిహద్దుల లోపల చివరి స్టేజీ వరకు మాత్రమే ఉచిత ప్రయాణం ఉంటుంది. bbox=[939, 376, 1176, 454]
article1-subhead-2: రాష్ట్రంలో మెరుగైన జీవన ప్రమాణాలే లక్ష్యం bbox=[46, 557, 250, 571]
